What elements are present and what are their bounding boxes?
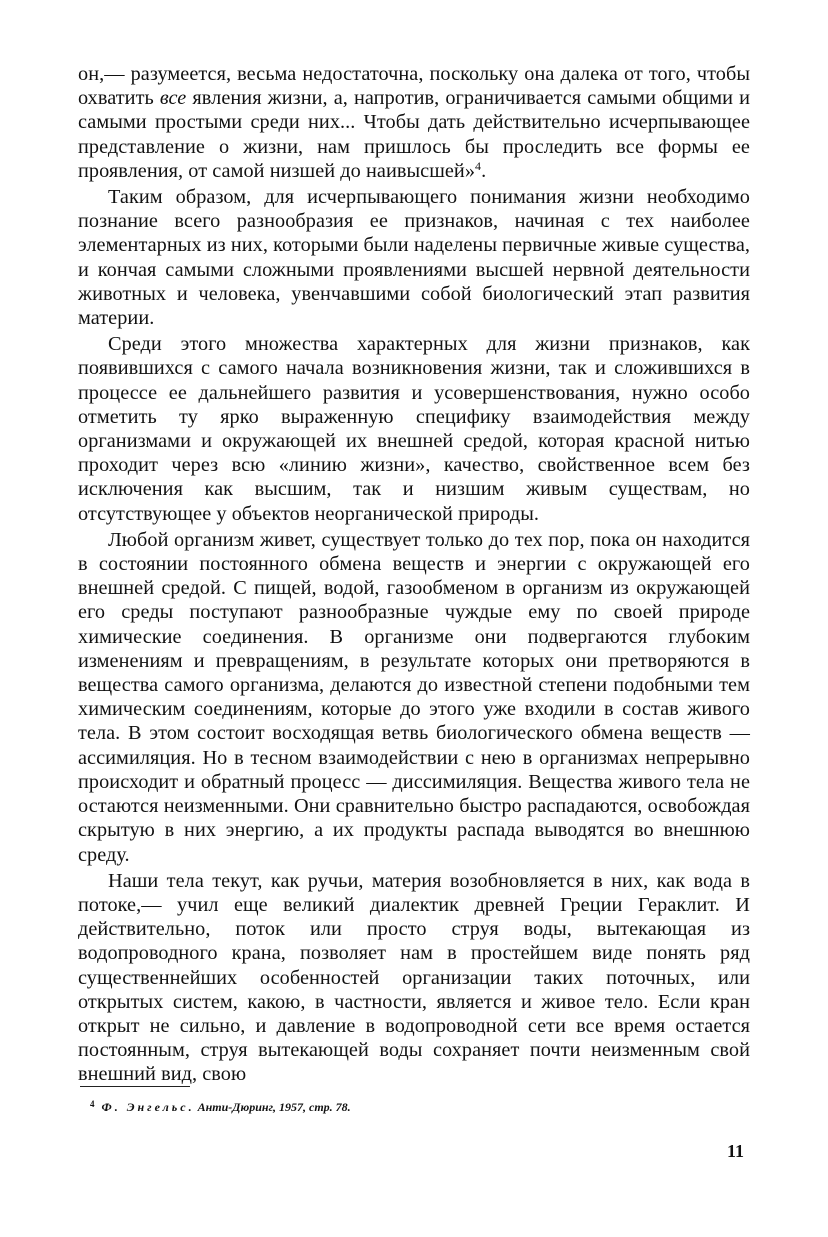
paragraph-1	[78, 62, 750, 183]
footnote	[90, 1099, 351, 1115]
footnote-reference[interactable]: 4	[475, 158, 482, 173]
page-number: 11	[727, 1141, 745, 1161]
page-body	[78, 62, 750, 1087]
footnote-author: Ф. Энгельс.	[101, 1100, 195, 1114]
paragraph-3: Среди этого множества характерных для жизни признаков, как появившихся с самого начала возникновения жизни, так и сложившихся в процессе ее дальнейшего развития и усовершенствования, нужно особо отметить ту ярко выраженную специфику взаимодействия между организмами и окружающей их внешней средой, которая красной нитью проходит через всю «линию жизни», качество, свойственное всем без исключения как высшим, так и низшим живым существам, но отсутствующее у объектов неорганической природы.	[78, 333, 750, 525]
footnote-divider	[80, 1086, 190, 1087]
emphasis-word: все	[159, 87, 187, 110]
footnote-number: 4	[90, 1099, 95, 1109]
paragraph-2: Таким образом, для исчерпывающего понимания жизни необходимо познание всего разнообразия ее признаков, начиная с тех наиболее элементарных из них, которыми были наделены первичные живые существа, и кончая самыми сложными проявлениями высшей нервной деятельности животных и человека, увенчавшими собой биологический этап развития материи.	[78, 186, 750, 330]
footnote-text: Анти-Дюринг, 1957, стр. 78.	[197, 1100, 351, 1114]
paragraph-1-period: .	[481, 159, 487, 182]
paragraph-4: Любой организм живет, существует только до тех пор, пока он находится в состоянии постоянного обмена веществ и энергии с окружающей его внешней средой. С пищей, водой, газообменом в организм из окружающей его среды поступают разнообразные чуждые ему по своей природе химические соединения. В организме они подвергаются глубоким изменениям и превращениям, в результате которых они претворяются в вещества самого организма, делаются до известной степени подобными тем химическим соединениям, которые до этого уже входили в состав живого тела. В этом состоит восходящая ветвь биологического обмена веществ — ассимиляция. Но в тесном взаимодействии с нею в организмах непрерывно происходит и обратный процесс — диссимиляция. Вещества живого тела не остаются неизменными. Они сравнительно быстро распадаются, освобождая скрытую в них энергию, а их продукты распада выводятся во внешнюю среду.	[78, 528, 750, 866]
paragraph-5: Наши тела текут, как ручьи, материя возобновляется в них, как вода в потоке,— учил еще великий диалектик древней Греции Гераклит. И действительно, поток или просто струя воды, вытекающая из водопроводного крана, позволяет нам в простейшем виде понять ряд существеннейших особенностей организации таких поточных, или открытых систем, какою, в частности, является и живое тело. Если кран открыт не сильно, и давление в водопроводной сети все время остается постоянным, струя вытекающей воды сохраняет почти неизменным свой внешний вид, свою	[78, 869, 750, 1086]
paragraph-1-text-end: явления жизни, а, напротив, ограничивается самыми общими и самыми простыми среди них... Чтобы дать действительно исчерпывающее представление о жизни, нам пришлось бы проследить все формы ее проявления, от самой низшей до наивысшей»	[78, 87, 750, 182]
paragraph-1-text-start: он,— разумеется, весьма недостаточна, поскольку она далека от того, чтобы охватить	[78, 63, 750, 110]
